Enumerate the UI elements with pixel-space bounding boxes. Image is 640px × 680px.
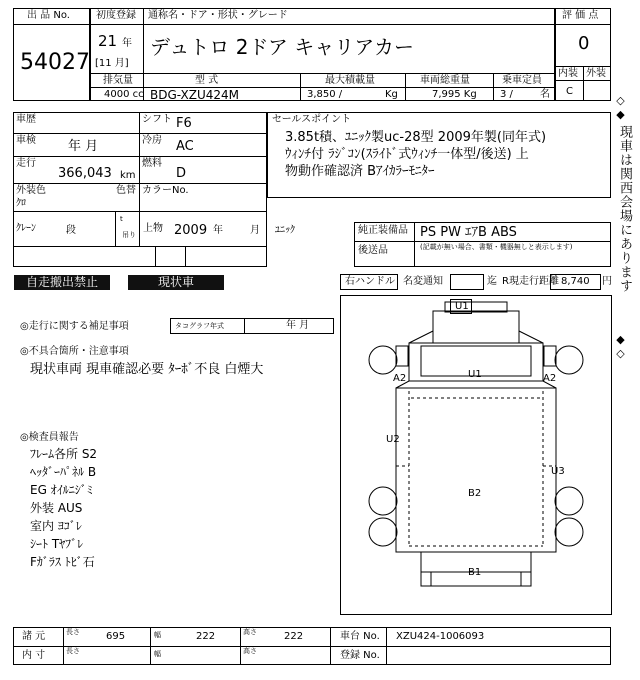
in-width-label: 幅 — [154, 650, 161, 658]
lot-no-label: 出 品 No. — [27, 10, 70, 21]
lot-no: 54027 — [20, 50, 90, 75]
tacho-label: タコグラフ年式 — [175, 322, 224, 330]
max-load-label: 最大積載量 — [325, 75, 375, 86]
equipment-label: 純正装備品 — [358, 225, 408, 236]
model-label: 型 式 — [195, 75, 219, 86]
shift-label: シフト — [142, 114, 172, 125]
crane-ton: t — [120, 215, 123, 223]
side-marks-top: ◇◆ — [614, 94, 627, 122]
reg-year: 21 — [98, 32, 118, 50]
mark-u1-top: U1 — [455, 301, 469, 312]
mark-u2: U2 — [386, 434, 400, 445]
sales-point-line-1: 3.85t積、ﾕﾆｯｸ製uc-28型 2009年製(同年式) — [285, 130, 547, 145]
chassis-label: 車台 No. — [340, 631, 380, 642]
side-venue-note: 現車は関西会場にあります — [617, 125, 632, 293]
reg-month: [11 月] — [95, 58, 129, 69]
body-label: 上物 — [143, 223, 163, 234]
mark-b1: B1 — [468, 567, 482, 578]
defects-label: ◎不具合箇所・注意事項 — [20, 346, 129, 357]
equipment: PS PW ｴｱB ABS — [420, 225, 517, 240]
vehicle-diagram-box — [340, 295, 612, 615]
ac-label: 冷房 — [142, 135, 162, 146]
color-change-label: 色替 — [116, 185, 136, 196]
sales-point-label: セールスポイント — [272, 114, 352, 125]
width-label: 幅 — [154, 631, 161, 639]
mark-a2-left: A2 — [393, 373, 407, 384]
exterior-grade-label: 外装 — [586, 68, 606, 79]
side-marks-bottom: ◆◇ — [614, 333, 627, 361]
sales-point-line-3: 物動作確認済 Bｱｲｶﾗｰﾓﾆﾀｰ — [285, 164, 435, 179]
ext-color: ｸﾛ — [16, 198, 26, 209]
interior-grade: C — [566, 86, 573, 97]
fuel-label: 燃料 — [142, 158, 162, 169]
inspector-item-7: Fｶﾞﾗｽ ﾄﾋﾞ石 — [30, 555, 95, 569]
capacity-label: 乗車定員 — [502, 75, 542, 86]
score: 0 — [578, 33, 590, 54]
body-year-unit: 年 — [213, 225, 223, 236]
inspector-label: ◎検査員報告 — [20, 432, 79, 443]
first-reg-label: 初度登録 — [96, 10, 136, 21]
history-label: 車歴 — [16, 114, 36, 125]
inspector-item-5: 室内 ﾖｺﾞﾚ — [30, 519, 82, 533]
model: BDG-XZU424M — [150, 88, 239, 102]
crane-stage: 段 — [66, 225, 76, 236]
max-load: 3,850 / — [307, 89, 343, 100]
later-items-note: (記載が無い場合、書類・機器無しと表示します) — [420, 243, 573, 251]
capacity: 3 / — [500, 89, 513, 100]
name-change-box — [450, 274, 484, 290]
ext-color-label: 外装色 — [16, 185, 46, 196]
reg-no-label: 登録 No. — [340, 650, 380, 661]
height: 222 — [284, 631, 304, 642]
ac: AC — [176, 139, 194, 154]
gross-label: 車両総重量 — [420, 75, 470, 86]
length: 695 — [106, 631, 126, 642]
actual-car-badge: 現状車 — [128, 275, 224, 290]
inspection: 年 月 — [68, 139, 99, 154]
mileage-unit: km — [120, 170, 136, 181]
inspector-item-2: ﾍｯﾀﾞｰﾊﾟﾈﾙ B — [30, 465, 97, 479]
defects-text: 現状車両 現車確認必要 ﾀｰﾎﾞ不良 白煙大 — [30, 362, 264, 377]
mark-a2-right: A2 — [543, 373, 557, 384]
dims-label: 諸 元 — [22, 631, 46, 642]
mileage: 366,043 — [58, 166, 112, 181]
car-name: デュトロ 2ドア キャリアカー — [150, 35, 415, 59]
reg-year-unit: 年 — [122, 38, 132, 49]
inspector-item-4: 外装 AUS — [30, 501, 83, 515]
body-year: 2009 — [174, 223, 208, 238]
body-maker: ﾕﾆｯｸ — [275, 225, 295, 236]
in-height-label: 高さ — [243, 647, 257, 655]
right-hand-label: 右ハンドル — [345, 276, 395, 287]
color-code-label: カラーNo. — [142, 185, 189, 196]
mileage-label: 走行 — [16, 158, 36, 169]
tacho-value: 年 月 — [286, 320, 310, 331]
max-load-unit: Kg — [385, 89, 398, 100]
inspector-item-6: ｼｰﾄ Tﾔﾌﾞﾚ — [30, 537, 84, 551]
details-box — [13, 112, 267, 267]
interior-dims-label: 内 寸 — [22, 650, 46, 661]
sales-point-line-2: ｳｨﾝﾁ付 ﾗｼﾞｺﾝ(ｽﾗｲﾄﾞ式ｳｨﾝﾁ一体型/後送) 上 — [285, 147, 529, 162]
mark-u1: U1 — [468, 369, 482, 380]
inspector-item-1: ﾌﾚｰﾑ各所 S2 — [30, 447, 98, 461]
odometer-unit: 円 — [602, 276, 612, 287]
fuel: D — [176, 166, 187, 181]
displacement-label: 排気量 — [103, 75, 133, 86]
name-change-unit: 迄 — [487, 276, 497, 287]
crane-hang: 吊り — [122, 231, 136, 239]
odometer-label: R現走行距離 — [502, 276, 559, 287]
inspection-label: 車検 — [16, 135, 36, 146]
odometer: 8,740 — [561, 276, 590, 287]
displacement: 4000 cc — [104, 89, 144, 100]
capacity-unit: 名 — [540, 89, 550, 100]
gross-weight: 7,995 Kg — [432, 89, 477, 100]
driving-notes-label: ◎走行に関する補足事項 — [20, 321, 129, 332]
height-label: 高さ — [243, 628, 257, 636]
inspector-item-3: EG ｵｲﾙﾆｼﾞﾐ — [30, 483, 93, 497]
length-label: 長さ — [66, 628, 80, 636]
export-ban-badge: 自走搬出禁止 — [14, 275, 110, 290]
later-items-label: 後送品 — [358, 245, 388, 256]
name-change-label: 名変通知 — [403, 276, 443, 287]
mark-u3: U3 — [551, 466, 565, 477]
car-name-label: 通称名・ドア・形状・グレード — [148, 10, 288, 21]
body-month-unit: 月 — [250, 225, 260, 236]
score-label: 評 価 点 — [562, 10, 599, 21]
interior-grade-label: 内装 — [558, 68, 578, 79]
crane-label: ｸﾚｰﾝ — [16, 223, 36, 234]
shift: F6 — [176, 116, 192, 131]
mark-b2: B2 — [468, 488, 482, 499]
width: 222 — [196, 631, 216, 642]
in-length-label: 長さ — [66, 647, 80, 655]
chassis-no: XZU424-1006093 — [396, 631, 485, 642]
